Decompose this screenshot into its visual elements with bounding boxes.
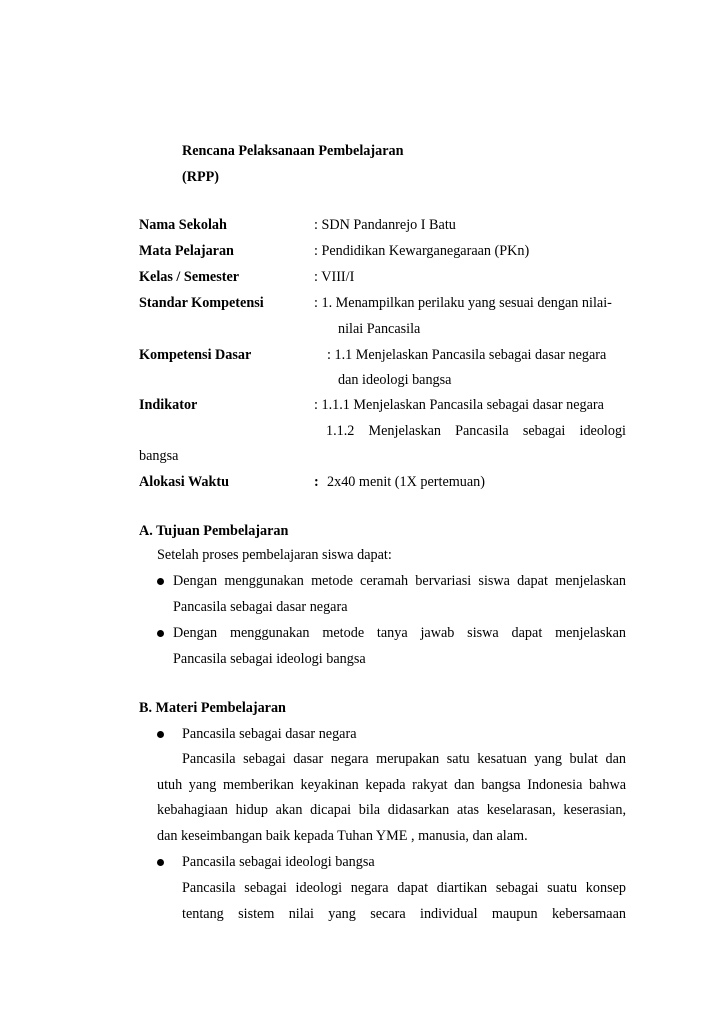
objective-2-line-2: Pancasila sebagai ideologi bangsa bbox=[173, 651, 366, 667]
indicator-label: Indikator bbox=[139, 397, 198, 413]
material-2-paragraph-line-2: tentang sistem nilai yang secara individual maupun kebersamaan bbox=[182, 906, 626, 922]
class-label: Kelas / Semester bbox=[139, 269, 240, 285]
time-allocation-label: Alokasi Waktu bbox=[139, 474, 230, 490]
objective-1-line-2: Pancasila sebagai dasar negara bbox=[173, 599, 348, 615]
indicator-value-1: : 1.1.1 Menjelaskan Pancasila sebagai dasar negara bbox=[314, 397, 604, 413]
school-label: Nama Sekolah bbox=[139, 217, 227, 233]
indicator-value-3: bangsa bbox=[139, 448, 179, 464]
material-1-paragraph-line-2: utuh yang memberikan keyakinan kepada rakyat dan bangsa Indonesia bahwa bbox=[157, 777, 626, 793]
section-a-intro: Setelah proses pembelajaran siswa dapat: bbox=[157, 547, 392, 563]
section-a-heading: A. Tujuan Pembelajaran bbox=[139, 523, 289, 539]
competency-standard-value-cont: nilai Pancasila bbox=[338, 321, 421, 337]
subject-value: : Pendidikan Kewarganegaraan (PKn) bbox=[314, 243, 530, 259]
document-title: Rencana Pelaksanaan Pembelajaran bbox=[182, 143, 404, 159]
basic-competency-value-cont: dan ideologi bangsa bbox=[338, 372, 452, 388]
basic-competency-label: Kompetensi Dasar bbox=[139, 347, 252, 363]
bullet-icon bbox=[157, 578, 164, 585]
bullet-icon bbox=[157, 731, 164, 738]
section-b-heading: B. Materi Pembelajaran bbox=[139, 700, 286, 716]
material-2-paragraph-line-1: Pancasila sebagai ideologi negara dapat diartikan sebagai suatu konsep bbox=[182, 880, 626, 896]
bullet-icon bbox=[157, 859, 164, 866]
bullet-icon bbox=[157, 630, 164, 637]
material-1-paragraph-line-1: Pancasila sebagai dasar negara merupakan satu kesatuan yang bulat dan bbox=[182, 751, 626, 767]
competency-standard-label: Standar Kompetensi bbox=[139, 295, 264, 311]
basic-competency-value: : 1.1 Menjelaskan Pancasila sebagai dasar negara bbox=[327, 347, 607, 363]
material-1-title: Pancasila sebagai dasar negara bbox=[182, 726, 357, 742]
time-allocation-colon: : bbox=[314, 474, 319, 490]
material-1-paragraph-line-4: dan keseimbangan baik kepada Tuhan YME , manusia, dan alam. bbox=[157, 828, 528, 844]
objective-2-line-1: Dengan menggunakan metode tanya jawab siswa dapat menjelaskan bbox=[173, 625, 626, 641]
competency-standard-value: : 1. Menampilkan perilaku yang sesuai dengan nilai- bbox=[314, 295, 612, 311]
material-1-paragraph-line-3: kebahagiaan hidup akan dicapai bila didasarkan atas keselarasan, keserasian, bbox=[157, 802, 626, 818]
time-allocation-value: 2x40 menit (1X pertemuan) bbox=[327, 474, 485, 490]
subject-label: Mata Pelajaran bbox=[139, 243, 234, 259]
class-value: : VIII/I bbox=[314, 269, 355, 285]
material-2-title: Pancasila sebagai ideologi bangsa bbox=[182, 854, 375, 870]
indicator-value-2: 1.1.2 Menjelaskan Pancasila sebagai ideologi bbox=[326, 423, 626, 439]
document-subtitle: (RPP) bbox=[182, 169, 220, 185]
objective-1-line-1: Dengan menggunakan metode ceramah bervariasi siswa dapat menjelaskan bbox=[173, 573, 626, 589]
school-value: : SDN Pandanrejo I Batu bbox=[314, 217, 456, 233]
